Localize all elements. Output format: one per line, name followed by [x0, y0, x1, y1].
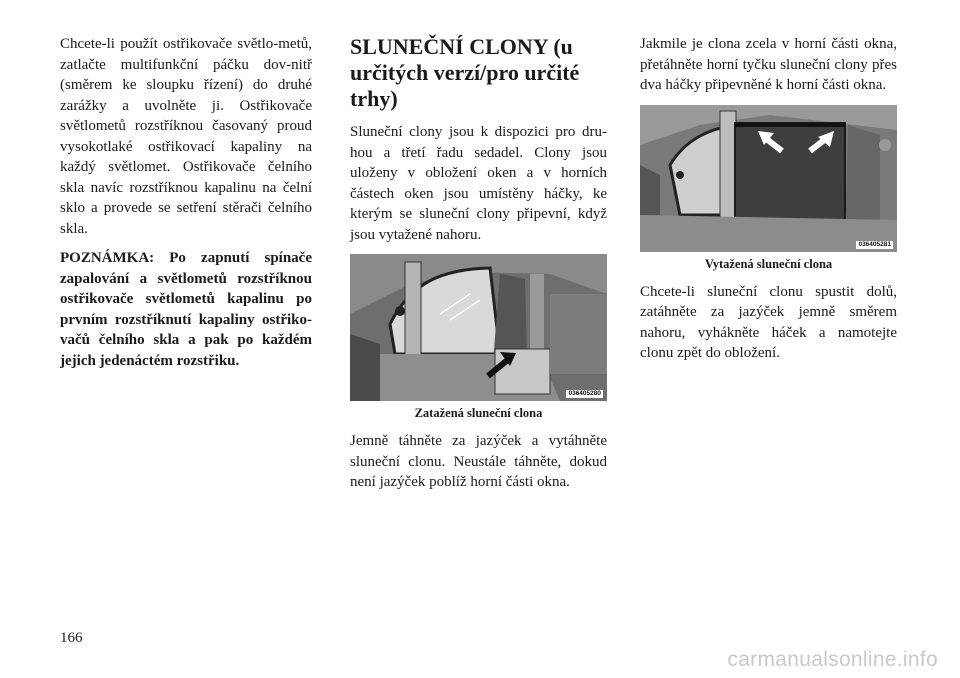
pull-instruction-paragraph: Jemně táhněte za jazýček a vytáhněte sluneční clonu. Neustále táhněte, dokud není jazýček poblíž horní části okna. [350, 433, 607, 490]
extended-sunshade-figure [640, 105, 897, 252]
washer-paragraph: Chcete-li použít ostřikovače světlo-metů, zatlačte multifunkční páčku dov-nitř (směrem ke sloupku řízení) do druhé zarážky a uvolněte ji. Ostřikovače světlometů rozstříknou časovaný proud vysokotlaké ostřikovací kapaliny na každý světlomet. Ostřikovače čelního skla navíc rozstříknou kapalinu na čelní sklo a provede se setření stěrači čelního skla. [60, 36, 312, 237]
lower-instruction-paragraph: Chcete-li sluneční clonu spustit dolů, zatáhněte za jazýček jemně směrem nahoru, vyhákněte háček a namotejte clonu zpět do obložení. [640, 283, 897, 361]
figure-caption: Vytažená sluneční clona [704, 256, 833, 271]
retracted-sunshade-figure [350, 254, 607, 401]
retracted-sunshade-illustration [350, 254, 607, 401]
middle-column [350, 34, 607, 502]
hook-instruction-paragraph: Jakmile je clona zcela v horní části okna, přetáhněte horní tyčku sluneční clony přes dva háčky připevněné k horní části okna. [640, 36, 897, 93]
page-number: 166 [60, 630, 83, 646]
extended-sunshade-illustration [640, 105, 897, 252]
section-heading: SLUNEČNÍ CLONY (u určitých verzí/pro určité trhy) [350, 34, 580, 111]
watermark: carmanualsonline.info [727, 648, 938, 671]
figure-code: 036405280 [568, 390, 601, 397]
figure-code: 036405281 [858, 240, 891, 248]
right-column [640, 34, 897, 373]
sunshade-intro-paragraph: Sluneční clony jsou k dispozici pro dru-hou a třetí řadu sedadel. Clony jsou uloženy v obložení oken a v horních částech oken jsou umístěny háčky, ke kterým se sluneční clony připevní, když jsou vytažené nahoru. [350, 124, 607, 243]
figure-caption: Zatažená sluneční clona [414, 406, 543, 420]
left-column [60, 34, 312, 380]
note-paragraph: POZNÁMKA: Po zapnutí spínače zapalování a světlometů rozstříknou ostřikovače světlometů kapalinu po prvním rozstříknutí kapaliny ostřiko-vačů čelního skla a pak po každém jejich jedenáctém rozstřiku. [60, 250, 312, 369]
